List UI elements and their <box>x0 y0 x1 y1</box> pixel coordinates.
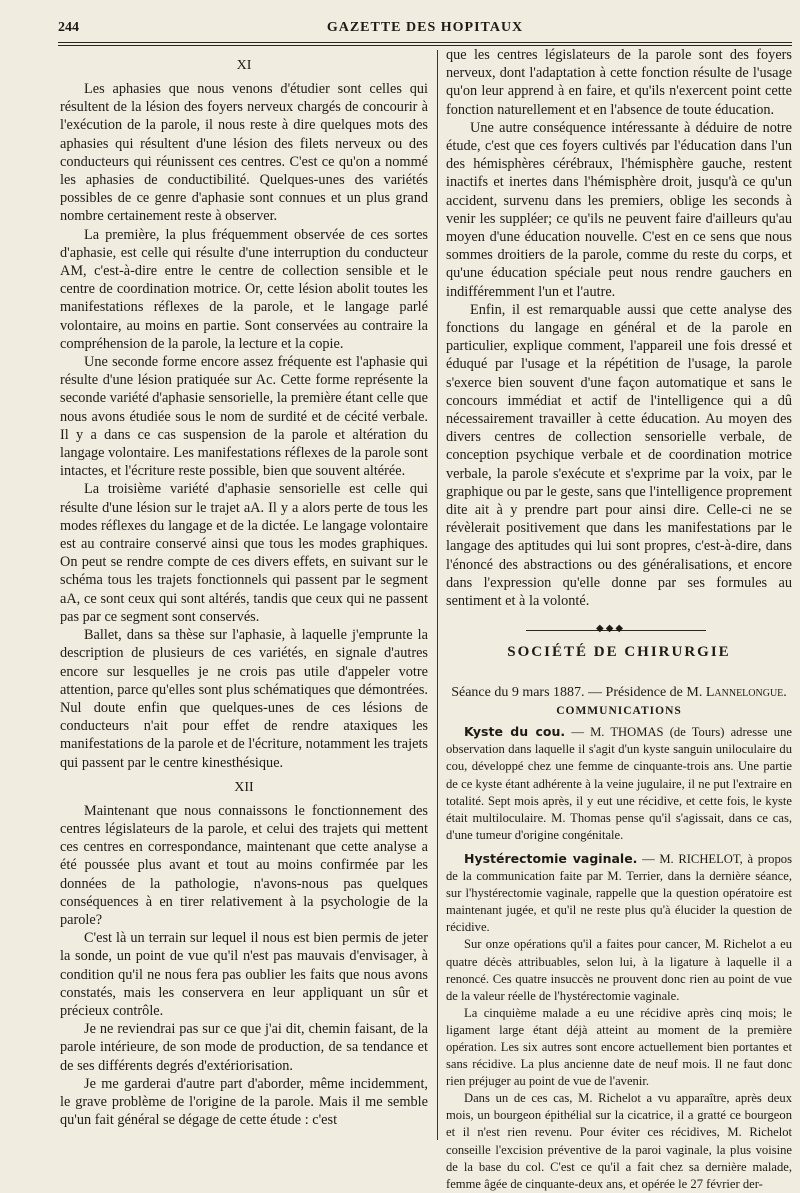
paragraph: Je ne reviendrai pas sur ce que j'ai dit, chemin faisant, de la parole intérieure, de son mode de production, de sa tendance et de ses différents degrés d'extériorisation. <box>60 1021 428 1074</box>
paragraph: La cinquième malade a eu une récidive après cinq mois; le ligament large étant déjà atteint au moment de la première opération. Les six autres sont encore actuellement bien portantes et sans récidive. La plus ancienne date de neuf mois. Il ne faut donc rien préjuger au point de vue de l'avenir. <box>446 1005 792 1089</box>
paragraph: Les aphasies que nous venons d'étudier sont celles qui résultent de la lésion des foyers nerveux chargés de concourir à l'exécution de la parole, il nous reste à dire quelques mots des aphasies qui résultent d'une lésion des filets nerveux ou des conducteurs qui réunissent ces centres. C'est ce qu'on a nommé les aphasies de conductibilité. Quelques-unes des variétés possibles de ce genre d'aphasie sont connues et un plus grand nombre certainement reste à observer. <box>60 81 428 225</box>
paragraph: C'est là un terrain sur lequel il nous est bien permis de jeter la sonde, un point de vue qu'il n'est pas mauvais d'envisager, à condition qu'il ne nous fera pas oublier les faits que nous avons constatés, mais les conservera en leur appliquant un sûr et précieux contrôle. <box>60 930 428 1019</box>
running-title: GAZETTE DES HOPITAUX <box>326 20 524 35</box>
paragraph: que les centres législateurs de la parole sont des foyers nerveux, dont l'adaptation à cette fonction résulte de l'usage qu'on leur apprend à en faire, et qu'ils n'exercent point cette fonction naturellement et en l'absence de toute éducation. <box>446 47 792 118</box>
paragraph: Enfin, il est remarquable aussi que cette analyse des fonctions du langage en général et de la parole en particulier, explique comment, l'appareil une fois dressé et éduqué par l'usage et la répétition de l'usage, la parole s'exerce bien souvent d'une façon automatique et sans le concours immédiat et actif de l'intelligence qui a dû nécessairement travailler à cette éducation. Au moyen des divers centres de collection sensorielle verbale, de conception psychique verbale et de coordination motrice verbale, la parole s'exécute et s'exprime par la voix, par le graphique ou par le geste, sans que l'intelligence proprement dite ait à y prendre part pour ainsi dire. Celle-ci ne se révèlerait positivement que dans les manifestations par le langage des aptitudes qui lui sont propres, c'est-à-dire, dans l'énoncé des abstractions ou des généralisations, et encore dans l'expression qu'elle donne par ses formules au sentiment et à la volonté. <box>446 301 792 610</box>
section-ornament: ◆◆◆ <box>446 622 792 638</box>
paragraph-kyste <box>446 723 792 844</box>
column-separator <box>437 50 438 1140</box>
subheading-kyste: Kyste du cou. <box>464 724 566 740</box>
header-rule <box>58 42 792 43</box>
paragraph: La première, la plus fréquemment observée de ces sortes d'aphasie, est celle qui résulte d'une interruption du conducteur AM, c'est-à-dire entre le centre de collection sensible et le centre de coordination motrice. Or, cette lésion abolit toutes les manifestations réflexes de la parole, et le langage parlé volontaire, au moins en partie. Sont conservées au contraire la compréhension de la parole, la lecture et la copie. <box>60 226 428 352</box>
paragraph: Sur onze opérations qu'il a faites pour cancer, M. Richelot a eu quatre décès attribuables, selon lui, à la ligature à laquelle il a renoncé. Ces quatre insuccès ne prouvent donc rien au point de vue de la valeur réelle de l'hystérectomie vaginale. <box>446 937 792 1003</box>
paragraph: Une autre conséquence intéressante à déduire de notre étude, c'est que ces foyers cultivés par l'éducation dans l'un des hémisphères cérébraux, l'hémisphère gauche, restent inactifs et inertes dans l'hémisphère droit, jusqu'à ce qu'un accident, survenu dans les premiers, oblige les seconds à venir les suppléer; ce qu'ils ne peuvent faire d'ailleurs qu'au moyen d'une éducation nouvelle. C'est en ce sens que nous sommes droitiers de la parole, comme du reste du corps, et qu'une éducation spéciale peut nous rendre gauchers en indifféremment l'un et l'autre. <box>446 119 792 300</box>
paragraph: Ballet, dans sa thèse sur l'aphasie, à laquelle j'emprunte la description de plusieurs de ces variétés, en signale d'autres encore sur lesquelles je ne crois pas utile d'appeler votre attention, parce qu'elles sont plus schématiques que démontrées. Nul doute enfin que quelques-unes de ces lésions de conducteurs n'ait pour effet de rendre ataxiques les manifestations de la parole et de l'écriture, notamment les trajets qui passent par le centre kinesthésique. <box>60 627 428 771</box>
author-richelot: — M. RICHELOT, <box>642 851 743 866</box>
page-number: 244 <box>58 20 79 35</box>
paragraph: Une seconde forme encore assez fréquente est l'aphasie qui résulte d'une lésion pratiquée sur Ac. Cette forme représente la seconde variété d'aphasie sensorielle, la première étant celle que nous avons étudiée sous le nom de surdité et de cécité verbale. Il y a dans ce cas suspension de la parole et altération du langage volontaire. Les manifestations réflexes de la parole sont intactes, et l'écriture reste possible, bien que souvent altérée. <box>60 354 428 480</box>
left-column <box>60 58 428 1129</box>
paragraph: Maintenant que nous connaissons le fonctionnement des centres législateurs de la parole, et celui des trajets qui mettent ces centres en correspondance, maintenant que cette analyse a été poussée plus avant et tout au moins confirmée par les données de la pathologie, n'avons-nous pas quelques conséquences à en tirer relativement à la psychologie de la parole? <box>60 802 428 928</box>
page-header <box>58 20 792 40</box>
kyste-text: (de Tours) adresse une observation dans laquelle il s'agit d'un kyste sanguin uniloculaire du cou, développé chez une femme de cinquante-trois ans. Une partie de ce kyste étant adhérente à la veine jugulaire, il ne put l'extraire en totalité. Sept mois après, il y eut une récidive, et cette fois, le kyste était multiloculaire. M. Thomas pense qu'il s'agissait, dans ce cas, d'une tumeur d'origine congénitale. <box>446 725 792 842</box>
paragraph: La troisième variété d'aphasie sensorielle est celle qui résulte d'une lésion sur le trajet aA. Il y a alors perte de tous les modes réflexes du langage et de la dictée. Le langage volontaire est au contraire conservé ainsi que tous les modes graphiques. On peut se rendre compte de ces divers effets, en suivant sur le schéma tous les trajets fonctionnels qui passent par le segment aA, ce sont ceux qui sont altérés, tandis que ceux qui ne passent pas par ce segment sont conservés. <box>60 481 428 625</box>
paragraph: Dans un de ces cas, M. Richelot a vu apparaître, après deux mois, un bourgeon épithélial sur la cicatrice, il a gratté ce bourgeon et il n'est rien revenu. Pour éviter ces récidives, M. Richelot conseille l'excision préventive de la paroi vaginale, la plus voisine de la base du col. C'est ce qu'il a fait chez sa dernière malade, femme âgée de cinquante-deux ans, et opérée le 27 février der- <box>446 1091 792 1191</box>
communications-heading: COMMUNICATIONS <box>556 705 682 718</box>
author-thomas: — M. THOMAS <box>571 725 664 740</box>
session-line <box>446 685 792 701</box>
right-column <box>446 46 792 1193</box>
paragraph-hysterectomie <box>446 850 792 936</box>
section-number-xii: XII <box>234 779 254 795</box>
society-title: SOCIÉTÉ DE CHIRURGIE <box>507 644 731 661</box>
subheading-hysterectomie: Hystérectomie vaginale. <box>464 850 638 866</box>
session-text: Séance du 9 mars 1887. — Présidence de M. <box>451 685 703 701</box>
paragraph: Je me garderai d'autre part d'aborder, même incidemment, le grave problème de l'origine de la parole. Mais il me semble qu'un fait général se dégage de cette étude : c'est <box>60 1075 428 1129</box>
session-president: Lannelongue. <box>705 685 787 701</box>
hyst-text: à propos de la communication faite par M. Terrier, dans la dernière séance, sur l'hystérectomie vaginale, rappelle que la question opératoire est maintenant jugée, et qu'il ne reste plus qu'à élucider la question de récidive. <box>446 851 792 935</box>
section-number-xi: XI <box>236 58 252 73</box>
